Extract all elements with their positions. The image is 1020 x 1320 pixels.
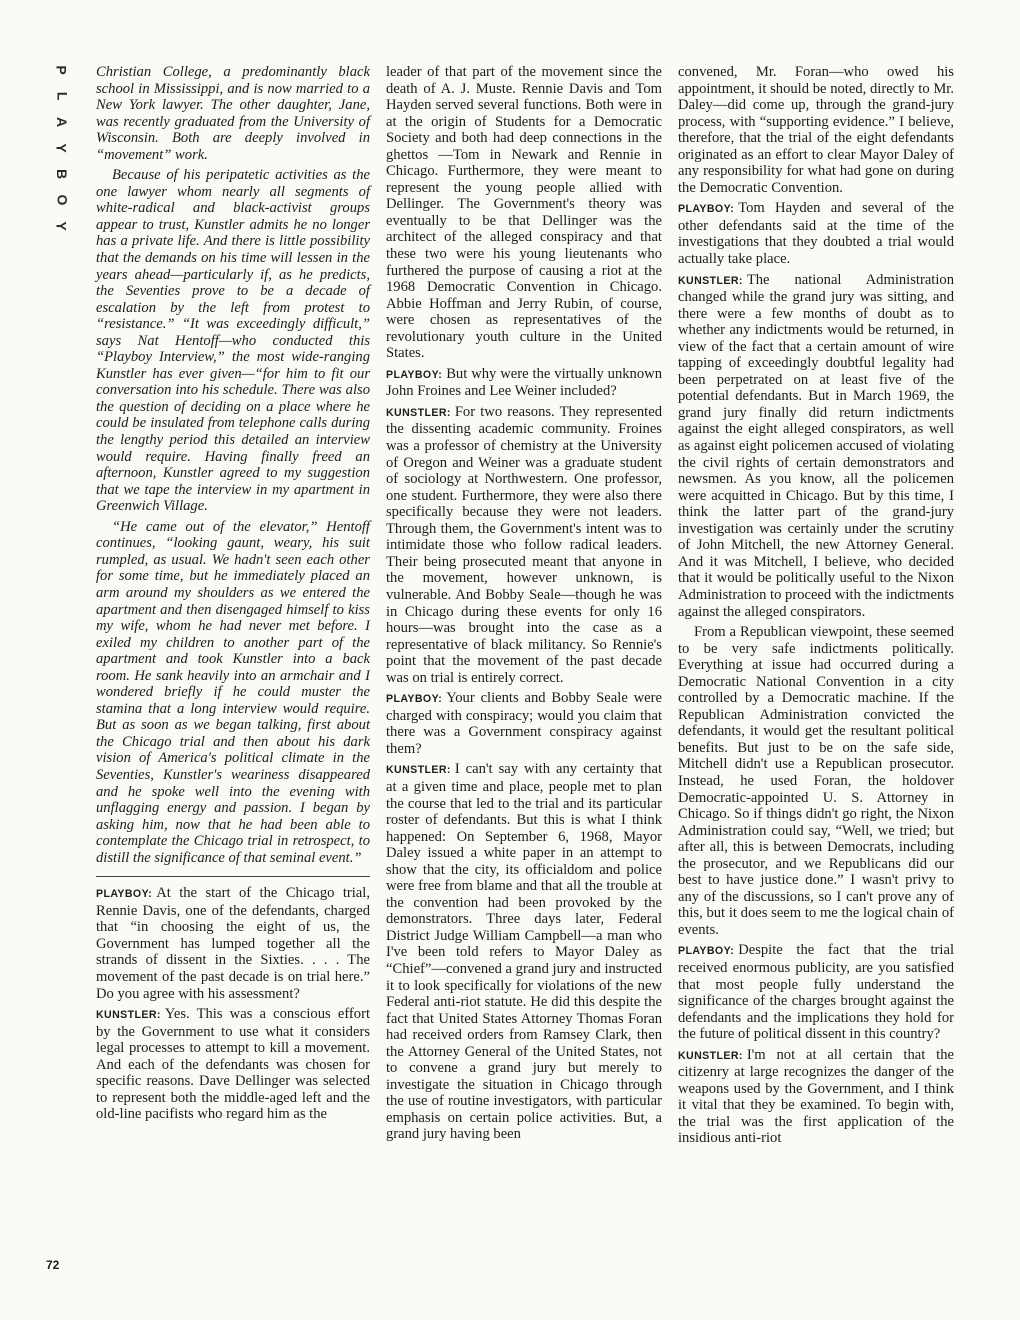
speaker-label: PLAYBOY:	[386, 693, 443, 706]
answer-paragraph	[96, 1006, 370, 1123]
speaker-label: KUNSTLER:	[386, 406, 451, 419]
question-text: Your clients and Bobby Seale were charged with conspiracy; would you claim that there was a Government conspiracy against them?	[386, 690, 662, 757]
speaker-label: KUNSTLER:	[96, 1009, 161, 1022]
speaker-label: PLAYBOY:	[96, 888, 153, 901]
speaker-label: PLAYBOY:	[678, 945, 735, 958]
answer-text: I can't say with any certainty that at a given time and place, people met to plan the course that led to the trial and its particular roster of defendants. But this is what I think happened: On September 6, 1968, Mayor Daley issued a white paper in an attempt to show that the city, its officialdom and police were free from blame and that all the trouble at the convention had been provoked by the demonstrators. Three days later, Federal District Judge William Campbell—a man who I've been told refers to Mayor Daley as “Chief”—convened a grand jury and instructed it to look specifically for violations of the new Federal anti-riot statute. He did this despite the fact that United States Attorney Thomas Foran had received orders from Ramsey Clark, then the Attorney General of the United States, not to convene a grand jury but merely to investigate the situation in Chicago through the use of routine investigators, with particular emphasis on certain police activities. But, a grand jury having been	[386, 761, 662, 1143]
question-text: Despite the fact that the trial received enormous publicity, are you satisfied that most people fully understand the significance of the charges brought against the defendants and the implications they hold for the future of political dissent in this country?	[678, 942, 954, 1043]
masthead-letter: O	[53, 194, 70, 206]
column-1	[96, 64, 370, 1127]
column-3	[678, 64, 954, 1151]
answer-continuation: convened, Mr. Foran—who owed his appointment, it should be noted, directly to Mr. Daley—did come up, through the grand-jury process, with “supporting evidence.” I believe, therefore, that the trial of the eight defendants originated as an effort to clear Mayor Daley of any responsibility for what had gone on during the Democratic Convention.	[678, 64, 954, 196]
question-text: At the start of the Chicago trial, Rennie Davis, one of the defendants, charged that “in choosing the eight of us, the Government has lumped together all the strands of dissent in the Sixties. . . . The movement of the past decade is on trial here.” Do you agree with his assessment?	[96, 885, 370, 1002]
masthead-letter: Y	[54, 143, 70, 153]
answer-paragraph	[386, 404, 662, 686]
page-number: 72	[46, 1258, 60, 1272]
masthead-letter: P	[54, 65, 70, 75]
answer-paragraph	[386, 761, 662, 1143]
speaker-label: KUNSTLER:	[678, 274, 743, 287]
masthead-letter: B	[54, 168, 70, 180]
speaker-label: KUNSTLER:	[386, 764, 451, 777]
intro-paragraph: “He came out of the elevator,” Hentoff continues, “looking gaunt, weary, his suit rumpled, as usual. We hadn't seen each other for some time, but he immediately placed an arm around my shoulders as we entered the apartment and then disengaged himself to kiss my wife, whom he had never met before. I exiled my children to another part of the apartment and took Kunstler into a back room. He sank heavily into an armchair and I wondered briefly if he could muster the stamina that a long interview would require. But as soon as we began talking, first about the Chicago trial and then about his dark vision of America's political climate in the Seventies, Kunstler's weariness disappeared and he spoke well into the evening with unflagging energy and passion. I began by asking him, now that he had been able to contemplate the Chicago trial in retrospect, to distill the significance of that seminal event.”	[96, 518, 370, 866]
speaker-label: PLAYBOY:	[678, 203, 735, 216]
answer-paragraph	[678, 272, 954, 620]
masthead-letter: Y	[54, 221, 70, 231]
question-text: Tom Hayden and several of the other defendants said at the time of the investigations that they doubted a trial would actually take place.	[678, 200, 954, 268]
answer-continuation: leader of that part of the movement since the death of A. J. Muste. Rennie Davis and Tom Hayden served several functions. Both were in at the origin of Students for a Democratic Society and both had deep connections in the ghettos —Tom in Newark and Rennie in Chicago. Furthermore, they were meant to represent the young people allied with Dellinger. The Government's theory was eventually to be that Dellinger was the architect of the alleged conspiracy and that these two were his young lieutenants who furthered the purpose of causing a riot at the 1968 Democratic Convention in Chicago. Abbie Hoffman and Jerry Rubin, of course, were chosen as representatives of the revolutionary youth culture in the United States.	[386, 64, 662, 362]
answer-text: Yes. This was a conscious effort by the Government to use what it considers legal processes to attempt to kill a movement. And each of the defendants was chosen for specific reasons. Dave Dellinger was selected to represent both the middle-aged left and the old-line pacifists who regard him as the	[96, 1006, 370, 1123]
question-paragraph	[678, 942, 954, 1042]
question-paragraph	[678, 200, 954, 267]
speaker-label: KUNSTLER:	[678, 1049, 743, 1062]
masthead-letter: A	[54, 116, 70, 128]
question-paragraph	[96, 885, 370, 1002]
intro-paragraph: Because of his peripatetic activities as the one lawyer whom nearly all segments of white-radical and black-activist groups appear to trust, Kunstler admits he no longer has a private life. And there is little possibility that the demands on his time will lessen in the years ahead—particularly if, as he predicts, the Seventies prove to be a decade of escalation by the left from protest to “resistance.” “It was exceedingly difficult,” says Nat Hentoff—who conducted this “Playboy Interview,” the most wide-ranging Kunstler has ever given—“for him to fit our conversation into his schedule. There was also the question of deciding on a place where he could be insulated from telephone calls during the lengthy period this detailed an interview would require. Having finally freed an afternoon, Kunstler agreed to my suggestion that we tape the interview in my apartment in Greenwich Village.	[96, 167, 370, 515]
question-paragraph	[386, 690, 662, 757]
question-paragraph	[386, 366, 662, 400]
masthead-letter: L	[54, 91, 70, 101]
section-divider	[96, 876, 370, 877]
answer-paragraph: From a Republican viewpoint, these seemed to be very safe indictments politically. Everything at issue had occurred during a Democratic National Convention in a city controlled by a Democratic machine. If the Republican Administration convicted the defendants, it would get the resultant political benefits. But just to be on the safe side, Mitchell didn't use a Republican prosecutor. Instead, he used Foran, the holdover Democratic-appointed U. S. Attorney in Chicago. So if things didn't go right, the Nixon Administration could say, “Well, we tried; but after all, this is between Democrats, including the prosecutor, and we Republicans did our best to have justice done.” I wasn't privy to any of the discussions, so I can't prove any of this, but it does seem to me the logical chain of events.	[678, 624, 954, 938]
intro-paragraph: Christian College, a predominantly black school in Mississippi, and is now married to a New York lawyer. The other daughter, Jane, was recently graduated from the University of Wisconsin. Both are deeply involved in “movement” work.	[96, 64, 370, 163]
answer-text: The national Administration changed while the grand jury was sitting, and there were a few months of doubt as to whether any indictments would be returned, in view of the fact that a certain amount of wire tapping of exceedingly doubtful legality had been perpetrated on at least five of the potential defendants. But in March 1969, the grand jury finally did return indictments against the eight alleged conspirators, as well as against eight policemen accused of violating the civil rights of certain demonstrators and newsmen. As you know, all the policemen were acquitted in Chicago. But by this time, I think the latter part of the grand-jury investigation was certainly under the scrutiny of John Mitchell, the new Attorney General. And it was Mitchell, I believe, who decided that it would be politically useful to the Nixon Administration to proceed with the indictments against the alleged conspirators.	[678, 271, 955, 620]
question-text: But why were the virtually unknown John Froines and Lee Weiner included?	[386, 365, 662, 400]
answer-text: For two reasons. They represented the dissenting academic community. Froines was a professor of chemistry at the University of Oregon and Weiner was a graduate student of sociology at Northwestern. One professor, one student. Furthermore, they were also there specifically because they were not leaders. Through them, the Government's intent was to intimidate those who follow radical leaders. Their being prosecuted meant that anyone in the movement, however unknown, is vulnerable. And Bobby Seale—though he was in Chicago during these events for only 16 hours—was brought into the case as a representative of black militancy. So Rennie's point that the movement of the past decade was on trial is entirely correct.	[386, 403, 662, 686]
answer-text: I'm not at all certain that the citizenry at large recognizes the danger of the weapons used by the Government, and I think it vital that they be examined. To begin with, the trial was the first application of the insidious anti-riot	[678, 1046, 954, 1147]
answer-paragraph	[678, 1047, 954, 1147]
masthead-vertical	[48, 62, 74, 234]
column-2	[386, 64, 662, 1147]
speaker-label: PLAYBOY:	[386, 368, 443, 381]
